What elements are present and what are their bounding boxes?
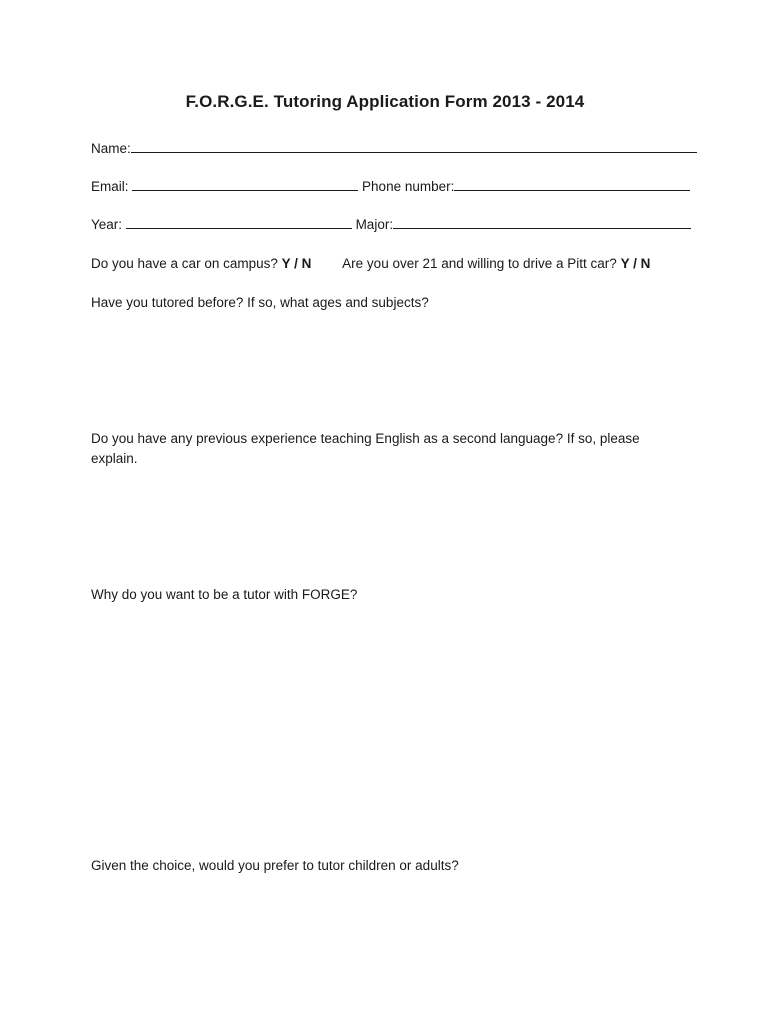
name-row [91,138,697,159]
year-field[interactable] [126,214,352,229]
name-label: Name: [91,141,131,156]
major-field[interactable] [393,214,691,229]
tutored-before-question: Have you tutored before? If so, what ages and subjects? [91,295,429,310]
form-title: F.O.R.G.E. Tutoring Application Form 2013 - 2014 [185,92,585,111]
car-questions-row [91,254,650,274]
email-label: Email: [91,179,129,194]
email-field[interactable] [132,176,358,191]
phone-field[interactable] [454,176,690,191]
email-phone-row [91,176,690,197]
year-major-row [91,214,691,235]
year-label: Year: [91,217,123,232]
children-or-adults-answer-area[interactable] [91,884,691,994]
car-question: Do you have a car on campus? [91,256,278,271]
major-label: Major: [355,217,394,232]
car-options[interactable]: Y / N [281,256,312,271]
why-forge-question: Why do you want to be a tutor with FORGE? [91,587,358,602]
name-field[interactable] [131,138,697,153]
tutored-before-answer-area[interactable] [91,320,691,420]
phone-label: Phone number: [362,179,455,194]
esl-experience-answer-area[interactable] [91,478,691,578]
esl-experience-question: Do you have any previous experience teaching English as a second language? If so, please explain. [91,431,640,466]
pitt-car-options[interactable]: Y / N [620,256,651,271]
children-or-adults-question: Given the choice, would you prefer to tutor children or adults? [91,858,459,873]
why-forge-answer-area[interactable] [91,612,691,842]
pitt-car-question: Are you over 21 and willing to drive a Pitt car? [342,256,617,271]
